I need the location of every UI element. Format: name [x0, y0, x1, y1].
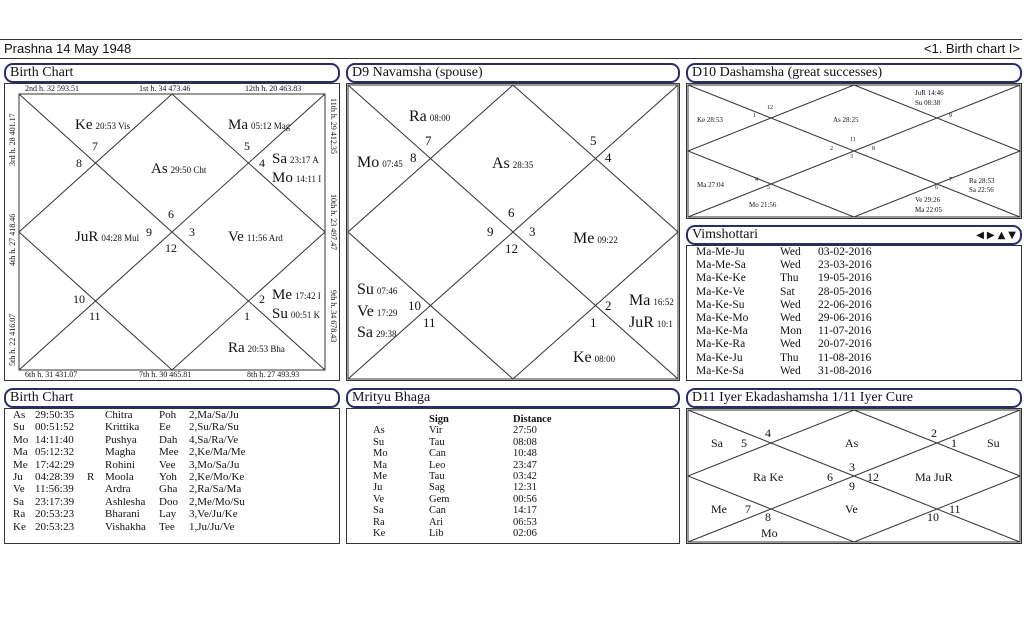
birth-cell-pl: Ve: [13, 483, 25, 496]
d9-ju: JuR 10:1: [629, 314, 673, 331]
dasha-day: Mon: [780, 325, 802, 338]
birth-cell-r: [87, 496, 105, 508]
sign-4: 4: [259, 156, 265, 170]
mrityu-cell-sign: Gem: [429, 493, 450, 505]
birth-cell-syl: Tee: [159, 520, 175, 533]
d11-panel[interactable]: [686, 408, 1022, 544]
house-11-label: 11th h. 29 412.35: [329, 98, 338, 154]
planet-me: Me 17:42 I: [272, 287, 321, 303]
birth-cell-lord: 2,Me/Mo/Su: [189, 495, 245, 508]
dasha-day: Wed: [780, 259, 801, 272]
d11-rake: Ra Ke: [753, 470, 784, 484]
dasha-date: 23-03-2016: [818, 259, 872, 272]
sign-8: 8: [76, 156, 82, 170]
d9-sign-11: 11: [423, 315, 436, 330]
d11-sign-2: 2: [931, 426, 937, 440]
mrityu-cell-dist: 23:47: [513, 459, 537, 471]
birth-cell-r: [87, 409, 105, 421]
dasha-period: Ma-Ke-Ke: [696, 272, 746, 285]
d10-ju: JuR 14:46: [915, 89, 944, 97]
dasha-date: 29-06-2016: [818, 312, 872, 325]
birth-cell-syl: Lay: [159, 508, 177, 521]
d10-sign-7: 7: [949, 177, 952, 183]
birth-cell-lord: 4,Sa/Ra/Ve: [189, 433, 239, 446]
birth-cell-r: R: [87, 471, 95, 484]
dasha-day: Wed: [780, 298, 801, 311]
vimshottari-row[interactable]: [696, 286, 1021, 299]
d10-sign-1: 1: [753, 113, 756, 119]
sign-5: 5: [244, 139, 250, 153]
birth-cell-deg: 04:28:39: [35, 471, 75, 484]
d9-ke: Ke 08:00: [573, 349, 616, 366]
planet-ra: Ra 20:53 Bha: [228, 340, 285, 356]
d10-ve: Ve 29:26: [915, 196, 941, 204]
d10-sign-5: 5: [767, 185, 770, 191]
dasha-period: Ma-Ke-Ju: [696, 351, 743, 364]
mrityu-panel[interactable]: [346, 408, 680, 544]
planet-sa: Sa 23:17 A: [272, 151, 319, 167]
mrityu-cell-pl: Me: [373, 471, 387, 483]
vimshottari-row[interactable]: [696, 338, 1021, 351]
d11-sign-8: 8: [765, 510, 771, 524]
table-row: [13, 521, 250, 533]
birth-cell-pl: Ma: [13, 446, 28, 459]
d11-sign-10: 10: [927, 510, 939, 524]
birth-chart-title: Birth Chart: [4, 63, 340, 83]
d11-sign-7: 7: [745, 502, 751, 516]
table-row: [373, 460, 552, 471]
vimshottari-list: [687, 246, 1021, 378]
table-row: [373, 471, 552, 482]
mrityu-cell-pl: Ve: [373, 493, 385, 505]
mrityu-title: Mrityu Bhaga: [346, 388, 680, 408]
d9-sign-5: 5: [590, 133, 597, 148]
mrityu-cell-pl: Su: [373, 436, 385, 448]
sign-1: 1: [244, 309, 250, 323]
mrityu-cell-sign: Can: [429, 448, 446, 460]
birth-cell-syl: Mee: [159, 446, 179, 459]
mrityu-cell-pl: Ke: [373, 528, 386, 540]
sign-6: 6: [168, 207, 174, 221]
vimshottari-row[interactable]: [696, 365, 1021, 378]
mrityu-cell-sign: Can: [429, 505, 446, 517]
birth-cell-deg: 20:53:23: [35, 520, 75, 533]
birth-cell-lord: 2,Ra/Sa/Ma: [189, 483, 242, 496]
birth-table-title: Birth Chart: [4, 388, 340, 408]
birth-cell-r: [87, 421, 105, 433]
table-row: [13, 483, 250, 495]
sign-10: 10: [73, 292, 85, 306]
d9-ma: Ma 16:52: [629, 292, 674, 309]
mrityu-cell-dist: 06:53: [513, 516, 537, 528]
birth-cell-nak: Bharani: [105, 508, 140, 521]
d9-sign-4: 4: [605, 150, 612, 165]
birth-cell-pl: Su: [13, 421, 25, 434]
vimshottari-panel[interactable]: [686, 245, 1022, 381]
mrityu-cell-sign: Sag: [429, 482, 445, 494]
d9-sign-10: 10: [408, 298, 421, 313]
mrityu-cell-sign: Tau: [429, 471, 445, 483]
d11-sign-5: 5: [741, 436, 747, 450]
dasha-period: Ma-Me-Ju: [696, 246, 745, 258]
vimshottari-row[interactable]: [696, 299, 1021, 312]
d10-sign-11: 11: [850, 137, 856, 143]
birth-cell-deg: 05:12:32: [35, 446, 75, 459]
dasha-day: Wed: [780, 338, 801, 351]
mrityu-table: [373, 414, 552, 539]
dasha-day: Thu: [780, 351, 799, 364]
dasha-day: Wed: [780, 312, 801, 325]
d10-mo: Mo 21:56: [749, 201, 777, 209]
mrityu-cell-pl: Mo: [373, 448, 388, 460]
mrityu-cell-pl: As: [373, 425, 385, 437]
planet-ve: Ve 11:56 Ard: [228, 229, 283, 245]
sign-12: 12: [165, 241, 177, 255]
d9-mo: Mo 07:45: [357, 154, 403, 171]
vimshottari-title: Vimshottari ◀ ▶ ▲ ▼: [686, 225, 1022, 245]
house-2-label: 2nd h. 32 593.51: [25, 84, 79, 93]
d11-sign-4: 4: [765, 426, 771, 440]
dasha-date: 20-07-2016: [818, 338, 872, 351]
dasha-day: Wed: [780, 246, 801, 258]
d9-as: As 28:35: [492, 155, 534, 172]
mrityu-header-distance: Distance: [513, 414, 552, 425]
birth-cell-deg: 20:53:23: [35, 508, 75, 521]
birth-cell-syl: Doo: [159, 495, 178, 508]
d11-sign-3: 3: [849, 460, 855, 474]
house-7-label: 7th h. 30 465.81: [139, 370, 192, 379]
birth-cell-nak: Pushya: [105, 433, 137, 446]
house-1-label: 1st h. 34 473.46: [139, 84, 191, 93]
birth-cell-deg: 23:17:39: [35, 495, 75, 508]
birth-table-panel[interactable]: [4, 408, 340, 544]
d9-sign-12: 12: [505, 241, 518, 256]
birth-cell-r: [87, 434, 105, 446]
dasha-day: Sat: [780, 285, 795, 298]
table-row: [373, 517, 552, 528]
chart-title: Prashna 14 May 1948: [4, 41, 132, 56]
birth-cell-r: [87, 459, 105, 471]
mrityu-cell-pl: Ju: [373, 482, 383, 494]
mrityu-cell-dist: 14:17: [513, 505, 537, 517]
birth-cell-syl: Poh: [159, 409, 177, 421]
d9-su: Su 07:46: [357, 281, 398, 298]
planet-ke: Ke 20:53 Vis: [75, 117, 131, 133]
house-9-label: 9th h. 34 678.43: [329, 290, 338, 343]
d9-sign-8: 8: [410, 150, 417, 165]
d9-sign-1: 1: [590, 315, 597, 330]
dasha-period: Ma-Ke-Ma: [696, 325, 748, 338]
sign-11: 11: [89, 309, 101, 323]
birth-cell-lord: 2,Ke/Mo/Ke: [189, 471, 245, 484]
mrityu-cell-pl: Ra: [373, 516, 385, 528]
mrityu-cell-sign: Ari: [429, 516, 443, 528]
birth-cell-syl: Yoh: [159, 471, 177, 484]
house-3-label: 3rd h. 28 401.17: [8, 113, 17, 166]
birth-cell-r: [87, 508, 105, 520]
dasha-date: 31-08-2016: [818, 364, 872, 377]
table-row: [13, 446, 250, 458]
dasha-date: 03-02-2016: [818, 246, 872, 258]
planet-ju: JuR 04:28 Mul: [75, 229, 140, 245]
d11-svg: [687, 409, 1021, 543]
birth-cell-pl: Ju: [13, 471, 23, 484]
dasha-period: Ma-Me-Sa: [696, 259, 746, 272]
table-row: [13, 471, 250, 483]
d10-ke: Ke 28:53: [697, 116, 723, 124]
dasha-date: 11-07-2016: [818, 325, 872, 338]
birth-cell-pl: Sa: [13, 495, 24, 508]
birth-cell-nak: Vishakha: [105, 520, 146, 533]
dasha-period: Ma-Ke-Mo: [696, 312, 749, 325]
vimshottari-row[interactable]: [696, 352, 1021, 365]
d11-sign-6: 6: [827, 470, 833, 484]
d10-ma: Ma 27:04: [697, 181, 725, 189]
d11-sign-11: 11: [949, 502, 961, 516]
d11-sa: Sa: [711, 436, 723, 450]
house-8-label: 8th h. 27 493.93: [247, 370, 300, 379]
chart-nav-button[interactable]: <1. Birth chart I>: [923, 41, 1020, 56]
dasha-period: Ma-Ke-Ra: [696, 338, 746, 351]
dasha-date: 28-05-2016: [818, 285, 872, 298]
table-row: [373, 482, 552, 493]
birth-cell-lord: 3,Ve/Ju/Ke: [189, 508, 238, 521]
next-icon[interactable]: ▶: [986, 230, 995, 241]
dasha-period: Ma-Ke-Su: [696, 298, 745, 311]
d10-ma2: Ma 22:05: [915, 206, 943, 214]
d9-title: D9 Navamsha (spouse): [346, 63, 680, 83]
dasha-period: Ma-Ke-Ve: [696, 285, 745, 298]
table-row: [13, 459, 250, 471]
mrityu-header-sign: Sign: [429, 414, 449, 425]
planet-as: As 29:50 Cht: [151, 161, 207, 177]
dasha-date: 19-05-2016: [818, 272, 872, 285]
d10-panel[interactable]: [686, 83, 1022, 219]
birth-cell-syl: Gha: [159, 483, 178, 496]
d10-sign-3: 3: [850, 154, 853, 160]
d11-su: Su: [987, 436, 1000, 450]
mrityu-cell-dist: 03:42: [513, 471, 537, 483]
d10-su: Su 08:38: [915, 99, 941, 107]
d9-panel[interactable]: [346, 83, 680, 381]
house-4-label: 4th h. 27 418.46: [8, 213, 17, 266]
d10-sign-4: 4: [755, 177, 758, 183]
mrityu-cell-dist: 02:06: [513, 528, 537, 540]
mrityu-cell-sign: Tau: [429, 436, 445, 448]
table-row: [373, 505, 552, 516]
d11-sign-9: 9: [849, 479, 855, 493]
mrityu-cell-sign: Vir: [429, 425, 443, 437]
mrityu-cell-dist: 12:31: [513, 482, 537, 494]
table-row: [373, 425, 552, 436]
birth-cell-pl: As: [13, 409, 26, 421]
birth-cell-nak: Rohini: [105, 458, 135, 471]
sign-2: 2: [259, 292, 265, 306]
d10-as: As 28:25: [833, 116, 859, 124]
d11-sign-12: 12: [867, 470, 879, 484]
d9-ve: Ve 17:29: [357, 303, 398, 320]
house-10-label: 10th h. 23 497.47: [329, 194, 338, 251]
d11-me: Me: [711, 502, 727, 516]
birth-cell-lord: 3,Mo/Sa/Ju: [189, 458, 240, 471]
dasha-date: 22-06-2016: [818, 298, 872, 311]
d10-sign-8: 8: [872, 146, 875, 152]
top-bar: [0, 39, 1022, 59]
birth-cell-nak: Ashlesha: [105, 495, 146, 508]
birth-cell-syl: Dah: [159, 433, 178, 446]
sign-9: 9: [146, 225, 152, 239]
table-row: [373, 437, 552, 448]
birth-cell-deg: 00:51:52: [35, 421, 75, 434]
house-12-label: 12th h. 20 463.83: [245, 84, 302, 93]
birth-cell-syl: Ee: [159, 421, 171, 434]
birth-cell-nak: Krittika: [105, 421, 140, 434]
mrityu-cell-sign: Leo: [429, 459, 446, 471]
mrityu-cell-dist: 10:48: [513, 448, 537, 460]
birth-cell-pl: Me: [13, 458, 28, 471]
vimshottari-row[interactable]: [696, 259, 1021, 272]
birth-cell-deg: 17:42:29: [35, 458, 75, 471]
birth-cell-lord: 2,Ke/Ma/Me: [189, 446, 246, 459]
d11-sign-1: 1: [951, 436, 957, 450]
sign-3: 3: [189, 225, 195, 239]
d10-sign-12: 12: [767, 105, 773, 111]
birth-cell-deg: 29:50:35: [35, 409, 75, 421]
d10-sign-6: 6: [935, 185, 938, 191]
d9-sign-6: 6: [508, 205, 515, 220]
mrityu-cell-dist: 00:56: [513, 493, 537, 505]
dasha-date: 11-08-2016: [818, 351, 872, 364]
table-row: [13, 508, 250, 520]
d11-as: As: [845, 436, 859, 450]
table-row: [13, 434, 250, 446]
birth-cell-r: [87, 446, 105, 458]
dasha-period: Ma-Ke-Sa: [696, 364, 744, 377]
birth-cell-lord: 1,Ju/Ju/Ve: [189, 520, 235, 533]
birth-cell-deg: 11:56:39: [35, 483, 74, 496]
birth-cell-nak: Magha: [105, 446, 136, 459]
planet-ma: Ma 05:12 Mag: [228, 117, 291, 133]
planet-mo: Mo 14:11 I: [272, 170, 322, 186]
d11-mo: Mo: [761, 526, 778, 540]
birth-cell-pl: Ra: [13, 508, 26, 521]
d10-svg: [687, 84, 1021, 218]
birth-cell-nak: Chitra: [105, 409, 133, 421]
mrityu-cell-pl: Sa: [373, 505, 384, 517]
dasha-day: Wed: [780, 364, 801, 377]
table-row: [13, 496, 250, 508]
d9-sa: Sa 29:38: [357, 324, 397, 341]
birth-cell-pl: Mo: [13, 433, 29, 446]
sign-7: 7: [92, 139, 98, 153]
d10-sign-2: 2: [830, 146, 833, 152]
d9-sign-3: 3: [529, 224, 536, 239]
d9-svg: [347, 84, 679, 380]
d9-me: Me 09:22: [573, 230, 618, 247]
birth-chart-panel[interactable]: [4, 83, 340, 381]
birth-cell-lord: 2,Ma/Sa/Ju: [189, 409, 239, 421]
table-row: [13, 409, 250, 421]
mrityu-cell-sign: Lib: [429, 528, 444, 540]
d10-sign-9: 9: [949, 113, 952, 119]
house-6-label: 6th h. 31 431.07: [25, 370, 78, 379]
birth-cell-lord: 2,Su/Ra/Su: [189, 421, 239, 434]
planet-su: Su 00:51 K: [272, 306, 321, 322]
d9-sign-9: 9: [487, 224, 494, 239]
mrityu-cell-pl: Ma: [373, 459, 387, 471]
birth-table: [13, 409, 250, 533]
table-row: [13, 421, 250, 433]
up-icon[interactable]: ▲: [997, 230, 1006, 241]
birth-cell-r: [87, 521, 105, 533]
prev-icon[interactable]: ◀: [976, 230, 984, 241]
vimshottari-nav: [973, 227, 1016, 244]
d10-sa: Sa 22:56: [969, 186, 994, 194]
birth-chart-svg: [5, 84, 339, 380]
birth-cell-pl: Ke: [13, 520, 26, 533]
d11-ve: Ve: [845, 502, 858, 516]
d9-ra: Ra 08:00: [409, 108, 451, 125]
d11-maju: Ma JuR: [915, 470, 953, 484]
down-icon[interactable]: ▼: [1008, 230, 1016, 241]
birth-cell-r: [87, 483, 105, 495]
house-5-label: 5th h. 22 416.07: [8, 313, 17, 366]
birth-cell-deg: 14:11:40: [35, 433, 74, 446]
table-row: [373, 448, 552, 459]
vimshottari-row[interactable]: [696, 312, 1021, 325]
table-row: [373, 494, 552, 505]
d10-ra: Ra 28:53: [969, 177, 995, 185]
vimshottari-row[interactable]: [696, 325, 1021, 338]
vimshottari-row[interactable]: [696, 246, 1021, 259]
birth-cell-nak: Moola: [105, 471, 134, 484]
mrityu-cell-dist: 08:08: [513, 436, 537, 448]
mrityu-cell-dist: 27:50: [513, 425, 537, 437]
d9-sign-7: 7: [425, 133, 432, 148]
birth-cell-syl: Vee: [159, 458, 176, 471]
dasha-day: Thu: [780, 272, 799, 285]
birth-cell-nak: Ardra: [105, 483, 131, 496]
d9-sign-2: 2: [605, 298, 612, 313]
d11-title: D11 Iyer Ekadashamsha 1/11 Iyer Cure: [686, 388, 1022, 408]
vimshottari-row[interactable]: [696, 272, 1021, 285]
table-row: [373, 528, 552, 539]
d10-title: D10 Dashamsha (great successes): [686, 63, 1022, 83]
